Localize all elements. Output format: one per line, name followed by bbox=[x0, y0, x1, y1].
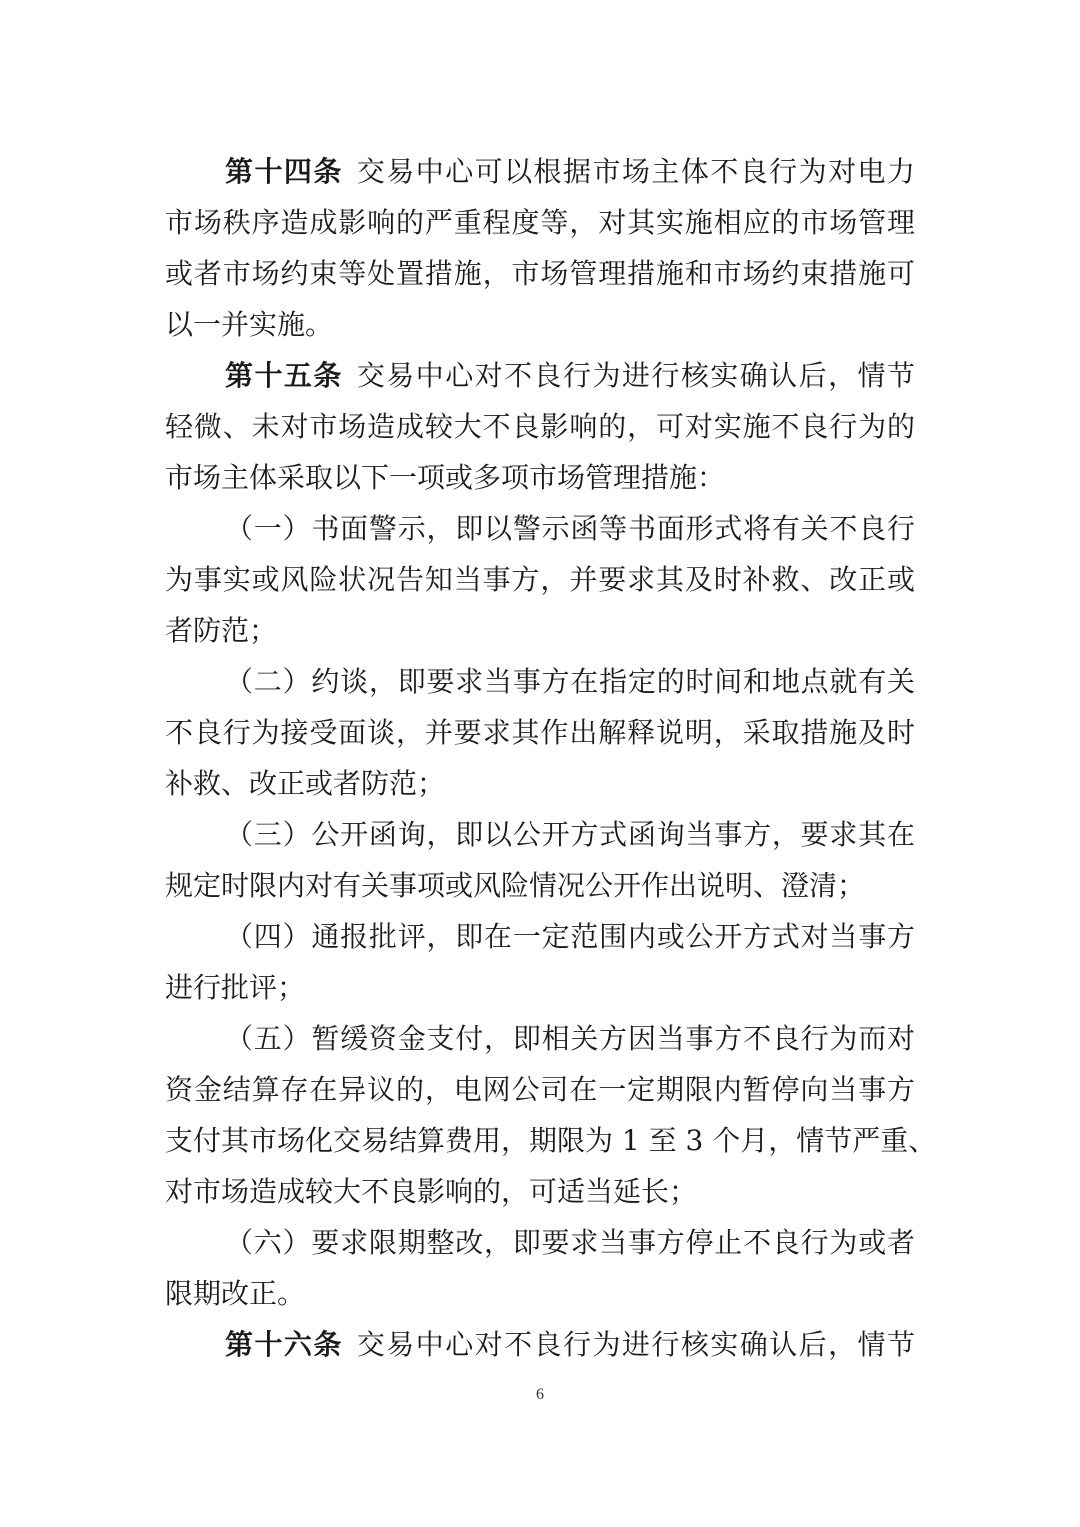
text-line bbox=[165, 1166, 915, 1217]
line-text: 市场秩序造成影响的严重程度等，对其实施相应的市场管理 bbox=[165, 206, 915, 239]
text-line bbox=[165, 1064, 915, 1115]
text-line bbox=[165, 401, 915, 452]
text-line bbox=[165, 962, 915, 1013]
text-line bbox=[165, 1217, 915, 1268]
line-text: 支付其市场化交易结算费用，期限为 1 至 3 个月，情节严重、 bbox=[165, 1124, 937, 1157]
line-text: 补救、改正或者防范； bbox=[165, 767, 446, 800]
line-text: 或者市场约束等处置措施，市场管理措施和市场约束措施可 bbox=[165, 257, 915, 290]
text-line bbox=[165, 248, 915, 299]
text-line bbox=[165, 1319, 915, 1370]
page-number: 6 bbox=[536, 1386, 544, 1403]
list-item bbox=[165, 1013, 937, 1217]
line-text: 进行批评； bbox=[165, 971, 306, 1004]
text-line bbox=[165, 656, 915, 707]
text-line bbox=[165, 503, 915, 554]
text-line bbox=[165, 1013, 915, 1064]
text-line bbox=[165, 911, 915, 962]
article-heading: 第十五条 bbox=[225, 359, 343, 392]
list-item bbox=[165, 1217, 915, 1319]
text-line bbox=[165, 1268, 915, 1319]
line-text: 交易中心对不良行为进行核实确认后，情节 bbox=[356, 1328, 915, 1361]
article-paragraph bbox=[165, 146, 915, 350]
text-line bbox=[165, 1115, 937, 1166]
text-line bbox=[165, 605, 915, 656]
line-text: （一）书面警示，即以警示函等书面形式将有关不良行 bbox=[225, 512, 915, 545]
text-line bbox=[165, 860, 915, 911]
line-text: 市场主体采取以下一项或多项市场管理措施： bbox=[165, 461, 726, 494]
line-text: 交易中心对不良行为进行核实确认后，情节 bbox=[356, 359, 915, 392]
list-item bbox=[165, 656, 915, 809]
line-text: 资金结算存在异议的，电网公司在一定期限内暂停向当事方 bbox=[165, 1073, 915, 1106]
article-paragraph bbox=[165, 350, 915, 503]
article-heading: 第十四条 bbox=[225, 155, 343, 188]
line-text: （六）要求限期整改，即要求当事方停止不良行为或者 bbox=[225, 1226, 915, 1259]
text-line bbox=[165, 146, 915, 197]
line-text: 对市场造成较大不良影响的，可适当延长； bbox=[165, 1175, 698, 1208]
line-text: （五）暂缓资金支付，即相关方因当事方不良行为而对 bbox=[225, 1022, 915, 1055]
text-line bbox=[165, 707, 915, 758]
line-text: 轻微、未对市场造成较大不良影响的，可对实施不良行为的 bbox=[165, 410, 915, 443]
text-line bbox=[165, 554, 915, 605]
line-text: 不良行为接受面谈，并要求其作出解释说明，采取措施及时 bbox=[165, 716, 915, 749]
article-paragraph bbox=[165, 1319, 915, 1370]
list-item bbox=[165, 809, 915, 911]
line-text: （三）公开函询，即以公开方式函询当事方，要求其在 bbox=[225, 818, 915, 851]
line-text: 为事实或风险状况告知当事方，并要求其及时补救、改正或 bbox=[165, 563, 915, 596]
text-line bbox=[165, 809, 915, 860]
line-text: 以一并实施。 bbox=[165, 308, 334, 341]
line-text: 者防范； bbox=[165, 614, 278, 647]
line-text: （四）通报批评，即在一定范围内或公开方式对当事方 bbox=[225, 920, 915, 953]
line-text: （二）约谈，即要求当事方在指定的时间和地点就有关 bbox=[225, 665, 915, 698]
line-text: 规定时限内对有关事项或风险情况公开作出说明、澄清； bbox=[165, 869, 866, 902]
line-text: 交易中心可以根据市场主体不良行为对电力 bbox=[356, 155, 915, 188]
list-item bbox=[165, 911, 915, 1013]
text-line bbox=[165, 299, 915, 350]
text-line bbox=[165, 197, 915, 248]
list-item bbox=[165, 503, 915, 656]
text-line bbox=[165, 758, 915, 809]
text-line bbox=[165, 350, 915, 401]
article-heading: 第十六条 bbox=[225, 1328, 343, 1361]
document-body bbox=[165, 146, 937, 1370]
line-text: 限期改正。 bbox=[165, 1277, 306, 1310]
text-line bbox=[165, 452, 915, 503]
